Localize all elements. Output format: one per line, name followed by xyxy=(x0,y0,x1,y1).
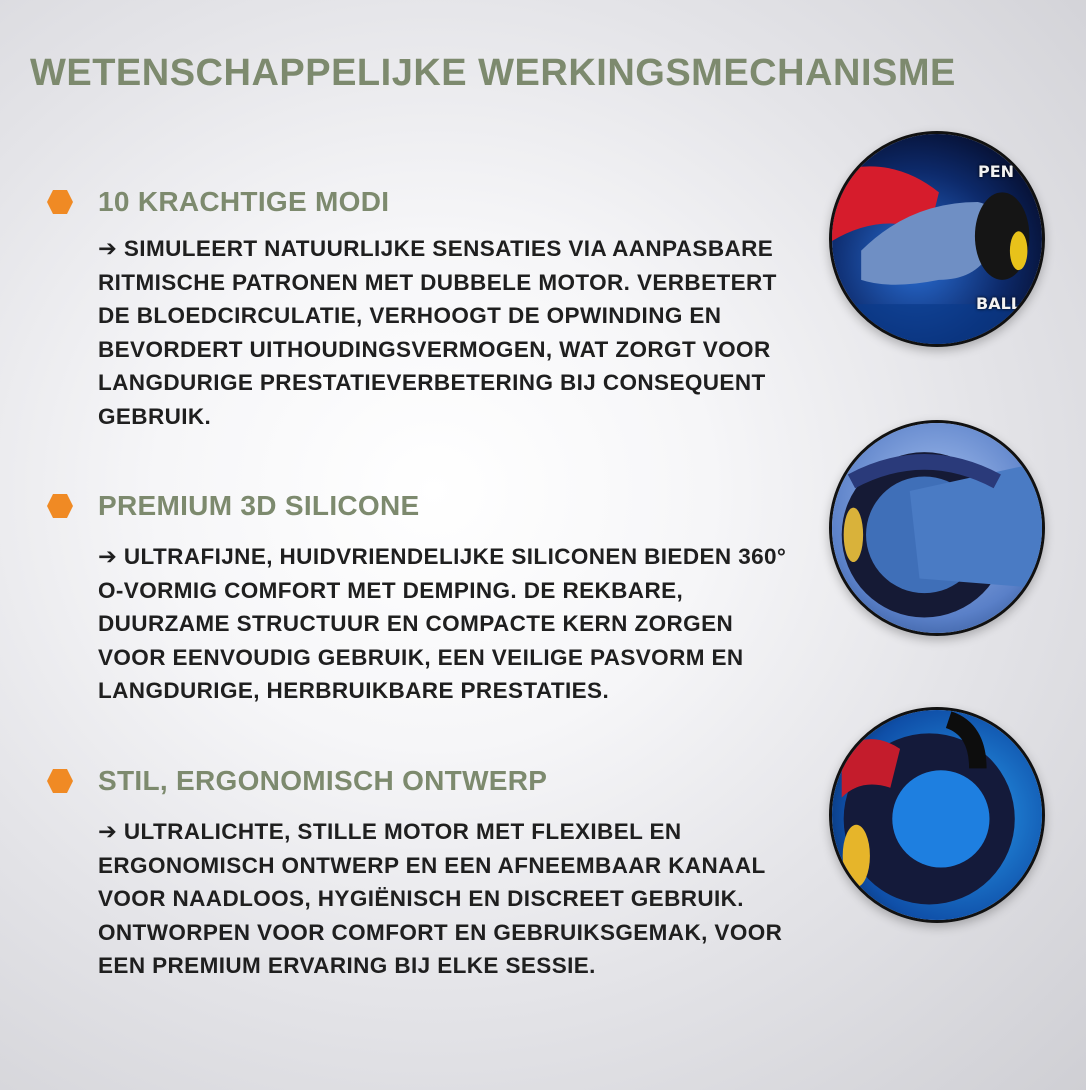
hexagon-bullet-icon xyxy=(46,768,74,794)
hexagon-bullet-icon xyxy=(46,189,74,215)
feature-description: ➔ ULTRALICHTE, STILLE MOTOR MET FLEXIBEL EN ERGONOMISCH ONTWERP EN EEN AFNEEMBAAR KANAAL VOOR NAADLOOS, HYGIËNISCH EN DISCREET GEBRUIK. ONTWORPEN VOOR COMFORT EN GEBRUIKSGEMAK, VOOR EEN PREMIUM ERVARING BIJ ELKE SESSIE. xyxy=(98,819,783,978)
image-label: BALL xyxy=(976,294,1021,313)
page-title: WETENSCHAPPELIJKE WERKINGSMECHANISME xyxy=(30,52,956,94)
image-label: PEN xyxy=(978,162,1015,181)
product-image-circle xyxy=(829,131,1045,347)
feature-description: ➔ ULTRAFIJNE, HUIDVRIENDELIJKE SILICONEN BIEDEN 360° O-VORMIG COMFORT MET DEMPING. DE REKBARE, DUURZAME STRUCTUUR EN COMPACTE KERN ZORGEN VOOR EENVOUDIG GEBRUIK, EEN VEILIGE PASVORM EN LANGDURIGE, HERBRUIKBARE PRESTATIES. xyxy=(98,544,787,703)
feature-title: PREMIUM 3D SILICONE xyxy=(98,490,420,521)
feature-header xyxy=(46,490,806,522)
feature-description: ➔ SIMULEERT NATUURLIJKE SENSATIES VIA AANPASBARE RITMISCHE PATRONEN MET DUBBELE MOTOR. VERBETERT DE BLOEDCIRCULATIE, VERHOOGT DE OPWINDING EN BEVORDERT UITHOUDINGSVERMOGEN, WAT ZORGT VOOR LANGDURIGE PRESTATIEVERBETERING BIJ CONSEQUENT GEBRUIK. xyxy=(98,236,777,429)
product-image-circle xyxy=(829,707,1045,923)
product-illustration-icon xyxy=(832,423,1042,633)
feature-block xyxy=(46,765,806,983)
feature-title: STIL, ERGONOMISCH ONTWERP xyxy=(98,765,548,796)
feature-block xyxy=(46,186,806,433)
feature-header xyxy=(46,186,806,218)
feature-header xyxy=(46,765,806,797)
hexagon-bullet-icon xyxy=(46,493,74,519)
product-illustration-icon xyxy=(832,710,1042,920)
feature-block xyxy=(46,490,806,708)
product-image-circle xyxy=(829,420,1045,636)
feature-title: 10 KRACHTIGE MODI xyxy=(98,186,390,217)
